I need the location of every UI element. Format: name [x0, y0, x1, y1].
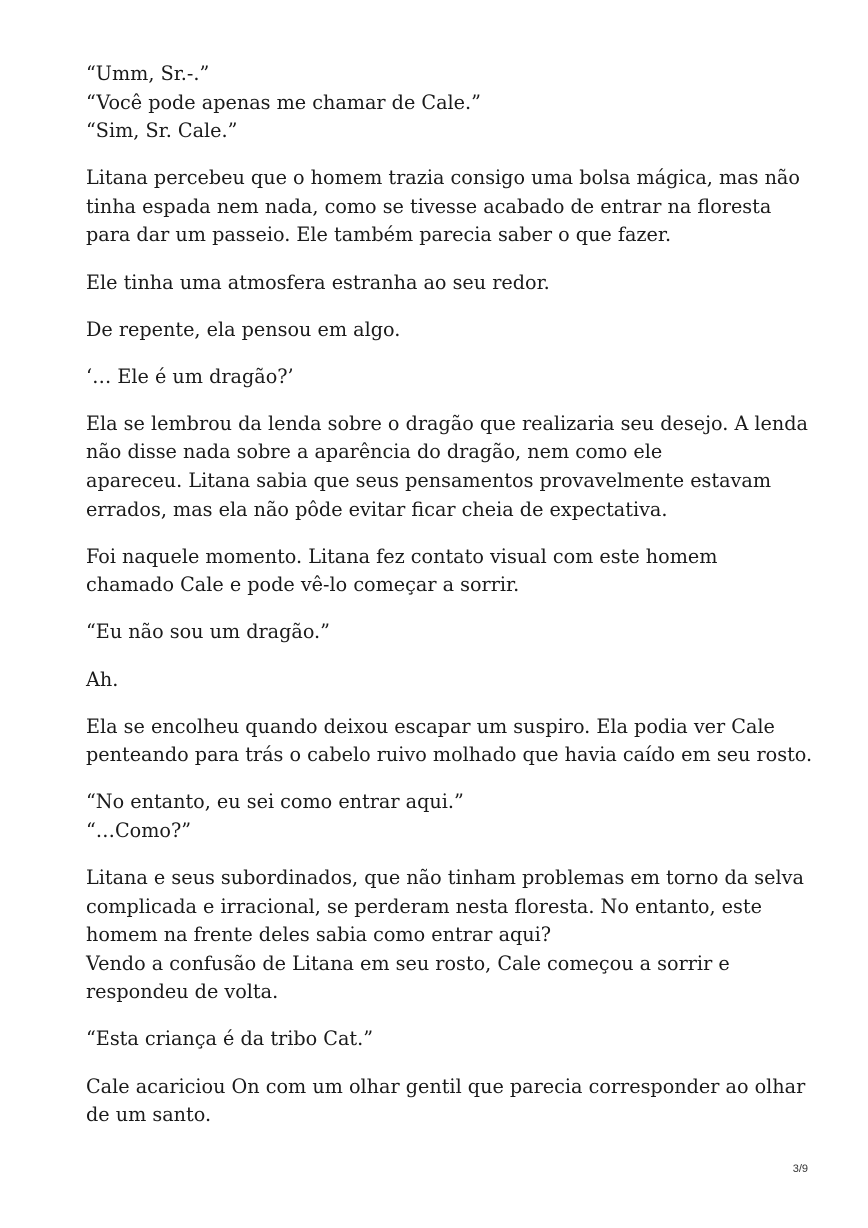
paragraph: [86, 864, 804, 1007]
text-line: errados, mas ela não pôde evitar ficar cheia de expectativa.: [86, 497, 668, 521]
text-line: para dar um passeio. Ele também parecia saber o que fazer.: [86, 223, 672, 247]
text-line: Litana percebeu que o homem trazia consigo uma bolsa mágica, mas não: [86, 166, 800, 190]
text-line: ‘… Ele é um dragão?’: [86, 364, 294, 388]
paragraph: [86, 1025, 786, 1054]
paragraph: [86, 410, 808, 524]
paragraph: [86, 316, 786, 345]
text-line: não disse nada sobre a aparência do dragão, nem como ele: [86, 440, 663, 464]
text-line: Ah.: [86, 667, 119, 691]
text-line: complicada e irracional, se perderam nesta floresta. No entanto, este: [86, 894, 762, 918]
page-number: 3/9: [792, 1163, 808, 1175]
paragraph: [86, 164, 800, 250]
document-body: [86, 60, 813, 1148]
text-line: Ela se lembrou da lenda sobre o dragão que realizaria seu desejo. A lenda: [86, 411, 808, 435]
text-line: respondeu de volta.: [86, 980, 279, 1004]
text-line: “…Como?”: [86, 818, 192, 842]
text-line: tinha espada nem nada, como se tivesse acabado de entrar na floresta: [86, 194, 772, 218]
paragraph: [86, 1073, 806, 1130]
text-line: homem na frente deles sabia como entrar aqui?: [86, 923, 552, 947]
text-line: “Você pode apenas me chamar de Cale.”: [86, 90, 481, 114]
text-line: “No entanto, eu sei como entrar aqui.”: [86, 790, 464, 814]
text-line: “Esta criança é da tribo Cat.”: [86, 1027, 374, 1051]
text-line: penteando para trás o cabelo ruivo molhado que havia caído em seu rosto.: [86, 743, 813, 767]
text-line: Litana e seus subordinados, que não tinham problemas em torno da selva: [86, 865, 804, 889]
text-line: De repente, ela pensou em algo.: [86, 317, 401, 341]
text-line: “Umm, Sr.-.”: [86, 62, 210, 85]
paragraph: [86, 666, 786, 695]
paragraph: [86, 788, 786, 845]
paragraph: [86, 363, 786, 392]
text-line: Ele tinha uma atmosfera estranha ao seu redor.: [86, 270, 550, 294]
text-line: Foi naquele momento. Litana fez contato visual com este homem: [86, 544, 718, 568]
paragraph: [86, 60, 786, 146]
paragraph: [86, 618, 786, 647]
text-line: Ela se encolheu quando deixou escapar um suspiro. Ela podia ver Cale: [86, 714, 775, 738]
text-line: chamado Cale e pode vê-lo começar a sorrir.: [86, 573, 520, 597]
text-line: “Sim, Sr. Cale.”: [86, 119, 238, 143]
text-line: “Eu não sou um dragão.”: [86, 620, 330, 644]
paragraph: [86, 269, 786, 298]
text-line: apareceu. Litana sabia que seus pensamentos provavelmente estavam: [86, 469, 772, 493]
text-line: Vendo a confusão de Litana em seu rosto, Cale começou a sorrir e: [86, 951, 730, 975]
text-line: Cale acariciou On com um olhar gentil que parecia corresponder ao olhar: [86, 1074, 806, 1098]
paragraph: [86, 543, 786, 600]
text-line: de um santo.: [86, 1103, 212, 1127]
paragraph: [86, 713, 813, 770]
